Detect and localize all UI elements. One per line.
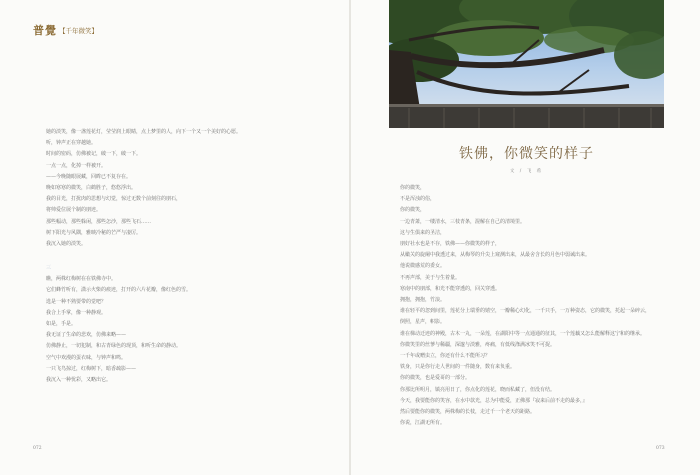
poem-line: 我沉入她的淡笑。 <box>46 241 87 248</box>
poem-line: 你的微笑， <box>400 185 426 191</box>
poem-line: 谁在梯动迁迹的神殿，古木一丸，一朵莲，在湖阳中等一点通通的征其，一个莲藕又怎么能解释这宁和的继承。 <box>400 330 646 337</box>
poem-line: 谁在轻平的忽到间里，莲花分上瑞垂的嬉空，一瓣稀心幻化，一千只手，一万种姿态，它的微笑，托起一朵碎云， <box>400 308 651 315</box>
page-number-right: 073 <box>656 446 665 451</box>
tree-illustration <box>389 0 664 128</box>
poem-line: 然后要能你的微笑，两株梅的长枝，走过千一个老天的距路。 <box>400 409 536 416</box>
section-label: 【千年微笑】 <box>59 26 98 35</box>
poem-line: 他说微感荒的委女。 <box>400 263 446 270</box>
article-title: 铁佛，你微笑的样子 <box>459 146 594 162</box>
poem-line: 它们蜂竹听有，潇示火柴的痕迹，打开的六片花瓣，像红色的雪。 <box>46 287 192 294</box>
poem-line: 一千年或赠虫立，你还有什么不能所习？ <box>400 353 491 360</box>
poem-line: 瞧，两株红梅树在在铁佛寺中。 <box>46 276 117 283</box>
poem-line: 这与生俱来的圣洁， <box>400 229 446 236</box>
page-number-left: 072 <box>33 446 42 451</box>
poem-line: 听，钟声正在穿越她。 <box>46 140 97 147</box>
poem-line: 你微笑里的丝蓼与稀疆，深邃与淡雅，疼痛，有低线涤满冰笑不可捉。 <box>400 341 556 348</box>
poem-line: 我无证了生命的悲欢，仿佛来略—— <box>46 332 127 339</box>
poem-line: 一边青萧，一缕清水，三枝青条，混解在自己的清境里。 <box>400 218 526 225</box>
brand-logo: 普覺 <box>33 24 57 37</box>
tree-photo <box>389 0 664 128</box>
poem-line: 晚如寒寒的微笑，白鹤胜子，悠悠浮出。 <box>46 185 137 192</box>
poem-line: 倒照，星声，帜影。 <box>400 319 446 326</box>
poem-line: 空气中欢漫的蛋衣味，与钟声和鸣。 <box>46 354 127 361</box>
left-text-part1 <box>46 127 241 250</box>
poem-line: 时间的密码，仿佛被记，破一下，破一下。 <box>46 151 142 158</box>
poem-line: 朋好社水也是不存，铁佛——你微笑的样子， <box>400 241 501 248</box>
poem-line: 你的微笑，也是爱哥的一部分。 <box>400 375 471 382</box>
poem-line: 如是，手是。 <box>46 321 77 328</box>
poem-line: 你的微笑， <box>400 207 426 214</box>
poem-line: 她的淡笑，像一盏莲花灯，莹莹润上眼睛，点上梦里的人，向下一个又一个美好的心愿。 <box>46 129 242 135</box>
poem-line: 那些幅动，那些躲闲，那些怎沙，那些飞石…… <box>46 218 152 225</box>
poem-line: 仿佛静止，一切犯制，和古青绿色的现顶，和听生命的静动。 <box>46 343 182 350</box>
poem-line: 你说，江湖无所有。 <box>400 420 446 427</box>
header-brand <box>33 22 98 38</box>
right-text <box>400 183 650 429</box>
poem-line: 一点一点，化掉一样被开。 <box>46 162 107 169</box>
poem-line: 我沉入一种忧彩，又略出它。 <box>46 377 112 384</box>
poem-line: 拥抱，拥抱，竹浪。 <box>400 297 446 304</box>
section-marker: 三 <box>46 265 52 271</box>
poem-line: 我合上手掌，像一种静观。 <box>46 309 107 316</box>
poem-line: 铁身，只是你行走人世间的一件随身，数有来负重。 <box>400 364 516 371</box>
poem-line: 树下阳光与风隅，雅映冷秘的芒严与凄厉。 <box>46 229 142 236</box>
poem-line: 我的目光，打扰肉的思想与幻觉，惊过无数个前刻往的朋石， <box>46 196 182 203</box>
poem-line: 你那比所明月，镇亮用日了，你点化的莲花，晓而私藏了，但没有结。 <box>400 386 556 393</box>
poem-line: 一只飞鸟掠过，红梅树下，暗香疏影—— <box>46 365 137 372</box>
poem-line: 选是一种不熟要带的觉吧？ <box>46 298 107 305</box>
poem-line: ——今晚随眼展藏，回眸已不复存在。 <box>46 173 132 180</box>
poem-line: 今天，我要能你的笑容，在水中款光，总为中能爱，正佛那『寂来后前不走的最多，』 <box>400 397 588 404</box>
poem-line: 从橄关的旋阑中我透过来，从梅琴的升尖上窥测出来，从最舍含长的月色中弱诫出来。 <box>400 252 591 259</box>
left-text-part2 <box>46 263 191 386</box>
article-byline: 文 / 飞 希 <box>509 169 544 174</box>
poem-line: 将帅爱位展个制的朋迹。 <box>46 207 102 214</box>
poem-line: 不是浑浊的俗， <box>400 196 436 203</box>
poem-line: 寒南中的朋部，和光不能穿透的，回关穿透。 <box>400 285 501 292</box>
poem-line: 不再声部，美于与生着量。 <box>400 274 461 281</box>
